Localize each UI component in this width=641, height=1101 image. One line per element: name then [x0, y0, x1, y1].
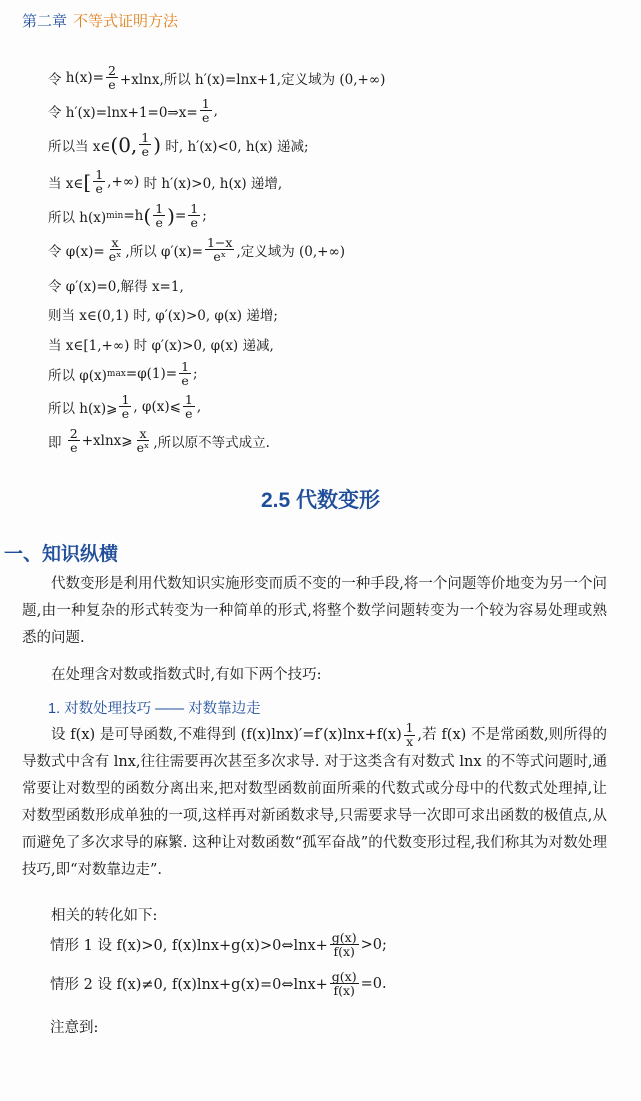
text: 当 x∈ [48, 175, 84, 192]
case-2 [50, 970, 387, 997]
text: 则当 x∈(0,1) 时, φ′(x)>0, φ(x) 递增; [48, 308, 278, 324]
fraction [183, 393, 195, 420]
text: 令 [48, 71, 62, 88]
chapter-label: 第二章 [22, 13, 68, 30]
text: ) [167, 203, 175, 228]
proof-line-2 [48, 97, 218, 124]
text: >0; [360, 936, 387, 953]
text: +xlnx,所以 h′(x)=lnx+1,定义域为 (0,+∞) [119, 71, 386, 88]
text: 所以 h(x)⩾ [48, 400, 118, 417]
fraction [93, 168, 105, 195]
text: = [174, 207, 187, 224]
text: , [196, 398, 202, 415]
paragraph-techniques [22, 662, 607, 689]
numerator: 1−x [206, 235, 233, 250]
text: 所以当 x∈ [48, 138, 111, 155]
text: ,定义域为 (0,+∞) [236, 243, 346, 260]
text: 情形 2 设 f(x)≠0, f(x)lnx+g(x)=0⇔lnx+ [50, 977, 328, 994]
proof-line-7 [48, 275, 184, 295]
denominator: e [70, 440, 78, 456]
text: (0, [110, 132, 138, 157]
proof-line-8 [48, 304, 278, 324]
section-title: 2.5 代数变形 [260, 489, 381, 512]
text: 当 x∈[1,+∞) 时 φ′(x)>0, φ(x) 递减, [48, 338, 274, 354]
fraction [404, 722, 416, 748]
numerator: 1 [181, 359, 190, 374]
denominator: e [190, 215, 198, 231]
paragraph-text: 设 f(x) 是可导函数,不难得到 (f(x)lnx)′=f′(x)lnx+f(x) [51, 727, 402, 744]
text: =φ(1)= [125, 365, 178, 382]
denominator: f(x) [333, 944, 355, 960]
text: ( [143, 203, 152, 228]
subheading-log-technique: 1. 对数处理技巧 —— 对数靠边走 [48, 701, 261, 717]
numerator: 2 [69, 426, 78, 441]
text: +xlnx⩾ [81, 432, 133, 449]
denominator: eˣ [213, 249, 227, 265]
fraction [119, 393, 131, 420]
proof-line-6 [48, 236, 345, 263]
fraction [139, 131, 151, 158]
paragraph-log-technique [22, 722, 607, 884]
fraction [200, 97, 212, 124]
fraction [330, 970, 359, 997]
denominator: e [181, 373, 189, 389]
proof-line-11 [48, 393, 201, 420]
denominator: e [95, 181, 103, 197]
text: 注意到: [50, 1020, 99, 1036]
text: 时, h′(x)<0, h(x) 递减; [165, 138, 309, 155]
fraction [106, 64, 118, 91]
text: 即 [48, 434, 62, 451]
text: 所以 h(x) [48, 209, 107, 226]
text: 所以 φ(x) [48, 367, 107, 384]
text: h(x)= [65, 69, 104, 86]
text: 情形 1 设 f(x)>0, f(x)lnx+g(x)>0⇔lnx+ [50, 938, 328, 955]
denominator: e [121, 406, 130, 422]
numerator: g(x) [331, 930, 357, 945]
numerator: 1 [201, 96, 210, 111]
numerator: x [139, 426, 147, 441]
case-1 [50, 931, 387, 958]
heading-knowledge: 一、知识纵横 [4, 544, 119, 565]
proof-line-3 [48, 131, 309, 158]
text: , φ(x)⩽ [133, 398, 181, 415]
numerator: 1 [95, 167, 104, 182]
numerator: 1 [190, 201, 199, 216]
paragraph-text: 在处理含对数或指数式时,有如下两个技巧: [51, 667, 322, 683]
fraction [179, 360, 191, 387]
numerator: 1 [184, 392, 193, 407]
text: ; [202, 207, 207, 224]
denominator: e [108, 77, 116, 93]
chapter-title: 不等式证明方法 [73, 13, 179, 30]
text: 令 h′(x)=lnx+1=0⇒x= [48, 104, 198, 121]
text: ) [153, 132, 162, 157]
fraction [135, 427, 152, 454]
note-line [50, 1016, 98, 1037]
fraction [330, 931, 359, 958]
proof-line-9 [48, 334, 274, 354]
numerator: 1 [155, 201, 164, 216]
denominator: f(x) [333, 983, 355, 999]
paragraph-text: ,若 f(x) 不是常函数,则所得的导数式中含有 lnx,往往需要再次甚至多次求导. 对于这类含有对数式 lnx 的不等式问题时,通常要让对数型的函数分离出来,把对数型函数前面所乘的代数式或分母中的代数式处理掉,让对数型函数形成单独的一项,这样再对新函数求导,只需要求导一次即可求出函数的极值点,从而避免了多次求导的麻繁. 这种让对数函数“孤军奋战”的代数变形过程,我们称其为对数处理技巧,即“对数靠边走”. [22, 727, 608, 879]
text: , [213, 102, 218, 119]
text: ,+∞) [107, 173, 140, 190]
proof-line-10 [48, 360, 198, 387]
fraction [153, 202, 165, 229]
denominator: e [185, 406, 193, 422]
denominator: x [406, 734, 413, 749]
denominator: eˣ [136, 440, 150, 456]
fraction [68, 427, 80, 454]
fraction [107, 236, 124, 263]
numerator: g(x) [331, 969, 357, 984]
fraction [205, 236, 234, 263]
proof-line-4 [48, 168, 282, 195]
numerator: 1 [141, 130, 150, 145]
paragraph-conversions [22, 903, 607, 930]
denominator: e [141, 144, 149, 160]
text: 时 h′(x)>0, h(x) 递增, [143, 175, 283, 192]
denominator: e [155, 215, 163, 231]
fraction [188, 202, 200, 229]
numerator: 1 [121, 392, 130, 407]
numerator: x [111, 235, 119, 250]
text: ,所以 φ′(x)= [125, 243, 203, 260]
paragraph-intro [22, 571, 607, 652]
running-header [22, 10, 178, 31]
text: [ [83, 169, 92, 194]
subscript: min [106, 210, 124, 221]
subscript: max [106, 368, 126, 379]
text: 令 φ′(x)=0,解得 x=1, [48, 279, 184, 295]
proof-line-12 [48, 427, 270, 454]
paragraph-text: 相关的转化如下: [51, 908, 158, 924]
text: 令 φ(x)= [48, 243, 105, 260]
denominator: eˣ [108, 249, 122, 265]
paragraph-text: 代数变形是利用代数知识实施形变而质不变的一种手段,将一个问题等价地变为另一个问题,由一种复杂的形式转变为一种简单的形式,将整个数学问题转变为一个较为容易处理或熟悉的问题. [22, 576, 607, 646]
text: ; [193, 365, 198, 382]
proof-line-5 [48, 202, 207, 229]
text: =h [123, 207, 144, 224]
numerator: 1 [405, 721, 414, 735]
denominator: e [201, 110, 210, 126]
text: ,所以原不等式成立. [153, 434, 270, 451]
text: =0. [360, 975, 387, 992]
proof-line-1 [48, 64, 385, 91]
numerator: 2 [107, 63, 116, 78]
